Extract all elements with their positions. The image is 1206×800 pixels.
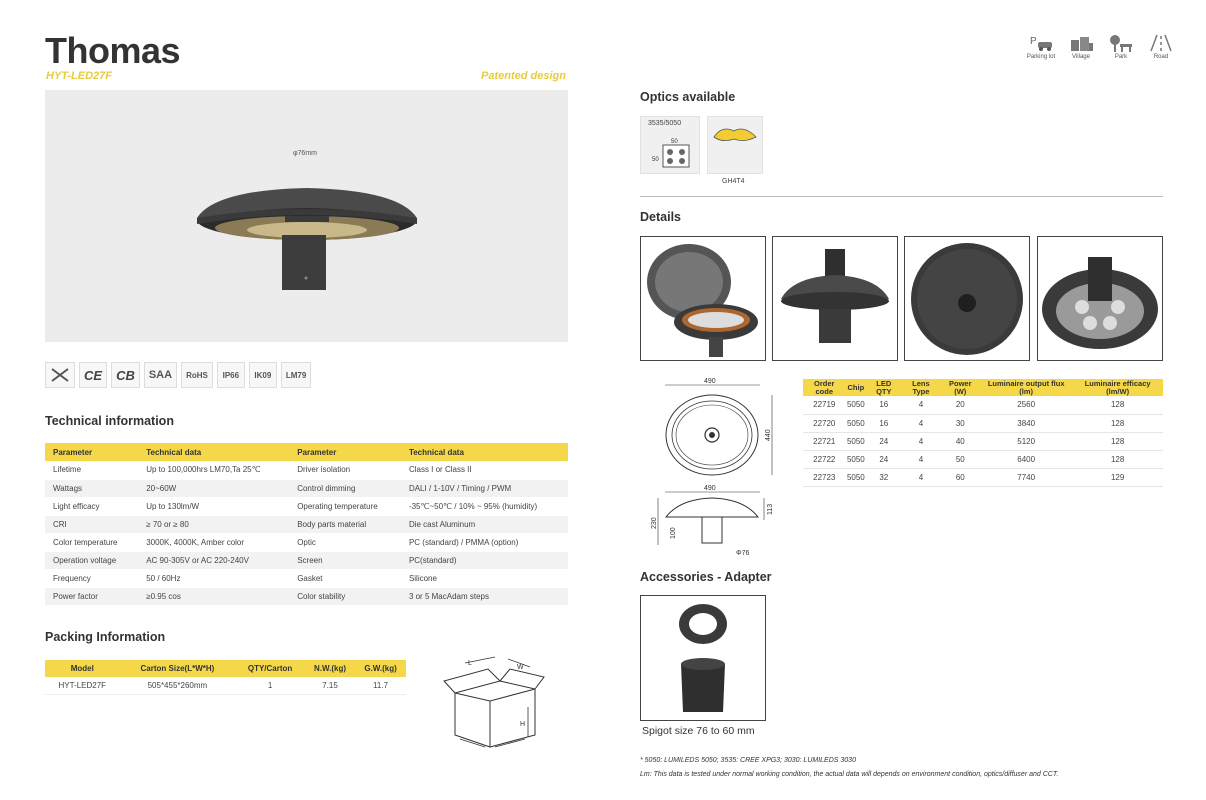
order-cell: 5050 bbox=[846, 414, 867, 432]
dim-side-upper: 113 bbox=[767, 503, 774, 515]
svg-text:P: P bbox=[1030, 36, 1037, 47]
order-cell: 16 bbox=[866, 414, 901, 432]
ik09-badge: IK09 bbox=[249, 362, 277, 388]
technical-cell: Operation voltage bbox=[45, 551, 138, 569]
technical-row bbox=[45, 515, 568, 533]
order-cell: 5050 bbox=[846, 396, 867, 414]
order-cell: 22721 bbox=[803, 432, 846, 450]
village-label: Village bbox=[1072, 54, 1090, 60]
product-title: Thomas bbox=[45, 30, 181, 71]
dim-spigot: Φ76 bbox=[736, 550, 750, 557]
packing-heading: Packing Information bbox=[45, 630, 166, 644]
detail-photo-side bbox=[772, 236, 898, 361]
packing-header-cell: Carton Size(L*W*H) bbox=[120, 660, 236, 677]
order-cell: 22719 bbox=[803, 396, 846, 414]
model-number: HYT-LED27F bbox=[46, 70, 113, 82]
order-header-cell: Chip bbox=[846, 379, 867, 396]
parking-lot-label: Parking lot bbox=[1026, 54, 1056, 60]
technical-row bbox=[45, 587, 568, 605]
order-cell: 20 bbox=[940, 396, 980, 414]
packing-header-cell: G.W.(kg) bbox=[355, 660, 406, 677]
order-cell: 30 bbox=[940, 414, 980, 432]
lm-note: Lm: This data is tested under normal working condition, the actual data will depends on environment condition, optics/diffuser and CCT. bbox=[640, 771, 1059, 778]
chip-label: 3535/5050 bbox=[648, 120, 682, 127]
technical-row bbox=[45, 551, 568, 569]
chip-dim-top: 50 bbox=[671, 139, 678, 145]
technical-cell: Up to 130lm/W bbox=[138, 497, 289, 515]
order-header-cell: Power (W) bbox=[940, 379, 980, 396]
technical-cell: Screen bbox=[289, 551, 401, 569]
cb-mark: CB bbox=[111, 362, 140, 388]
packing-header-cell: N.W.(kg) bbox=[305, 660, 355, 677]
order-cell: 3840 bbox=[980, 414, 1072, 432]
village-icon bbox=[1064, 34, 1098, 60]
technical-cell: Lifetime bbox=[45, 461, 138, 479]
rohs-mark: RoHS bbox=[181, 362, 213, 388]
technical-cell: 3 or 5 MacAdam steps bbox=[401, 587, 568, 605]
detail-photo-bottom bbox=[1037, 236, 1163, 361]
order-cell: 4 bbox=[901, 396, 940, 414]
order-cell: 128 bbox=[1072, 396, 1163, 414]
packing-cell: 11.7 bbox=[355, 677, 406, 694]
box-l-label: L bbox=[468, 660, 472, 667]
technical-cell: Color stability bbox=[289, 587, 401, 605]
ce-mark: CE bbox=[79, 362, 107, 388]
box-w-label: W bbox=[517, 664, 524, 671]
order-cell: 6400 bbox=[980, 450, 1072, 468]
order-cell: 16 bbox=[866, 396, 901, 414]
packing-header-row bbox=[45, 660, 406, 677]
box-h-label: H bbox=[520, 721, 526, 728]
technical-cell: ≥ 70 or ≥ 80 bbox=[138, 515, 289, 533]
technical-cell: Gasket bbox=[289, 569, 401, 587]
technical-cell: DALI / 1-10V / Timing / PWM bbox=[401, 479, 568, 497]
technical-cell: Optic bbox=[289, 533, 401, 551]
technical-cell: Operating temperature bbox=[289, 497, 401, 515]
packing-cell: 7.15 bbox=[305, 677, 355, 694]
detail-photo-top bbox=[904, 236, 1030, 361]
order-cell: 128 bbox=[1072, 450, 1163, 468]
order-cell: 2560 bbox=[980, 396, 1072, 414]
chip-optic-tile bbox=[640, 116, 700, 174]
technical-heading: Technical information bbox=[45, 414, 174, 428]
technical-cell: Frequency bbox=[45, 569, 138, 587]
order-cell: 40 bbox=[940, 432, 980, 450]
order-cell: 22723 bbox=[803, 468, 846, 486]
divider bbox=[640, 196, 1163, 197]
technical-cell: Light efficacy bbox=[45, 497, 138, 515]
order-cell: 7740 bbox=[980, 468, 1072, 486]
packing-cell: HYT-LED27F bbox=[45, 677, 120, 694]
technical-cell: Power factor bbox=[45, 587, 138, 605]
wee-icon bbox=[45, 362, 75, 388]
packing-header-cell: QTY/Carton bbox=[235, 660, 305, 677]
technical-table bbox=[45, 443, 568, 606]
chip-note: * 5050: LUMILEDS 5050; 3535: CREE XPG3; 3030: LUMILEDS 3030 bbox=[640, 757, 856, 764]
technical-cell: Wattags bbox=[45, 479, 138, 497]
technical-cell: ≥0.95 cos bbox=[138, 587, 289, 605]
dim-top-width: 490 bbox=[704, 378, 716, 385]
order-cell: 5050 bbox=[846, 432, 867, 450]
road-label: Road bbox=[1153, 54, 1169, 60]
packing-cell: 505*455*260mm bbox=[120, 677, 236, 694]
technical-cell: Silicone bbox=[401, 569, 568, 587]
order-cell: 5050 bbox=[846, 450, 867, 468]
technical-row bbox=[45, 479, 568, 497]
detail-photo-open-housing bbox=[640, 236, 766, 361]
road-icon bbox=[1144, 34, 1178, 60]
order-cell: 4 bbox=[901, 450, 940, 468]
technical-header-row bbox=[45, 443, 568, 461]
details-heading: Details bbox=[640, 210, 681, 224]
technical-cell: Color temperature bbox=[45, 533, 138, 551]
order-cell: 128 bbox=[1072, 414, 1163, 432]
dimension-drawing bbox=[640, 375, 790, 570]
technical-cell: 3000K, 4000K, Amber color bbox=[138, 533, 289, 551]
dim-side-lower: 100 bbox=[670, 527, 677, 539]
order-row bbox=[803, 468, 1163, 486]
dim-side-height: 230 bbox=[651, 517, 658, 529]
saa-mark: SAA bbox=[144, 362, 177, 388]
technical-cell: Up to 100,000hrs LM70,Ta 25℃ bbox=[138, 461, 289, 479]
order-cell: 4 bbox=[901, 432, 940, 450]
order-cell: 128 bbox=[1072, 432, 1163, 450]
technical-row bbox=[45, 461, 568, 479]
parking-lot-icon bbox=[1024, 34, 1058, 60]
order-cell: 24 bbox=[866, 450, 901, 468]
order-header-cell: Lens Type bbox=[901, 379, 940, 396]
technical-header-cell: Technical data bbox=[138, 443, 289, 461]
technical-cell: Control dimming bbox=[289, 479, 401, 497]
order-header-row bbox=[803, 379, 1163, 396]
technical-cell: Driver isolation bbox=[289, 461, 401, 479]
technical-row bbox=[45, 497, 568, 515]
lm79-badge: LM79 bbox=[281, 362, 311, 388]
dim-top-depth: 440 bbox=[765, 429, 772, 441]
park-label: Park bbox=[1114, 54, 1128, 60]
ip66-badge: IP66 bbox=[217, 362, 245, 388]
technical-cell: Class I or Class II bbox=[401, 461, 568, 479]
order-table bbox=[803, 379, 1163, 487]
packing-row bbox=[45, 677, 406, 694]
order-cell: 5120 bbox=[980, 432, 1072, 450]
dim-side-width: 490 bbox=[704, 485, 716, 492]
order-row bbox=[803, 396, 1163, 414]
order-cell: 22720 bbox=[803, 414, 846, 432]
spigot-caption: Spigot size 76 to 60 mm bbox=[642, 725, 755, 737]
packing-cell: 1 bbox=[235, 677, 305, 694]
order-header-cell: Order code bbox=[803, 379, 846, 396]
technical-header-cell: Parameter bbox=[45, 443, 138, 461]
technical-header-cell: Parameter bbox=[289, 443, 401, 461]
product-hero-image bbox=[45, 90, 568, 342]
technical-cell: 50 / 60Hz bbox=[138, 569, 289, 587]
order-cell: 4 bbox=[901, 468, 940, 486]
order-cell: 32 bbox=[866, 468, 901, 486]
order-row bbox=[803, 450, 1163, 468]
lens-optic-tile bbox=[707, 116, 763, 174]
technical-header-cell: Technical data bbox=[401, 443, 568, 461]
order-row bbox=[803, 414, 1163, 432]
adapter-photo bbox=[640, 595, 766, 721]
packing-header-cell: Model bbox=[45, 660, 120, 677]
patent-label: Patented design bbox=[481, 70, 566, 82]
technical-cell: -35℃~50℃ / 10% ~ 95% (humidity) bbox=[401, 497, 568, 515]
order-cell: 24 bbox=[866, 432, 901, 450]
order-cell: 129 bbox=[1072, 468, 1163, 486]
technical-cell: 20~60W bbox=[138, 479, 289, 497]
order-cell: 22722 bbox=[803, 450, 846, 468]
chip-layout-icon bbox=[649, 135, 697, 173]
order-header-cell: Luminaire efficacy (lm/W) bbox=[1072, 379, 1163, 396]
diameter-label: φ76mm bbox=[293, 150, 317, 157]
packing-table bbox=[45, 660, 406, 695]
lens-label: GH4T4 bbox=[722, 178, 745, 185]
order-header-cell: Luminaire output flux (lm) bbox=[980, 379, 1072, 396]
chip-dim-side: 50 bbox=[652, 157, 659, 163]
order-cell: 60 bbox=[940, 468, 980, 486]
luminaire-illustration bbox=[45, 90, 568, 342]
carton-diagram bbox=[440, 655, 550, 755]
light-distribution-icon bbox=[710, 123, 760, 145]
application-icons bbox=[1024, 34, 1178, 60]
technical-cell: CRI bbox=[45, 515, 138, 533]
optics-heading: Optics available bbox=[640, 90, 736, 104]
technical-cell: AC 90-305V or AC 220-240V bbox=[138, 551, 289, 569]
technical-cell: PC(standard) bbox=[401, 551, 568, 569]
order-header-cell: LED QTY bbox=[866, 379, 901, 396]
technical-cell: Body parts material bbox=[289, 515, 401, 533]
technical-row bbox=[45, 533, 568, 551]
technical-cell: PC (standard) / PMMA (option) bbox=[401, 533, 568, 551]
order-cell: 5050 bbox=[846, 468, 867, 486]
technical-row bbox=[45, 569, 568, 587]
order-cell: 4 bbox=[901, 414, 940, 432]
order-row bbox=[803, 432, 1163, 450]
park-icon bbox=[1104, 34, 1138, 60]
accessories-heading: Accessories - Adapter bbox=[640, 570, 772, 584]
order-cell: 50 bbox=[940, 450, 980, 468]
certification-row bbox=[45, 362, 311, 388]
technical-cell: Die cast Aluminum bbox=[401, 515, 568, 533]
